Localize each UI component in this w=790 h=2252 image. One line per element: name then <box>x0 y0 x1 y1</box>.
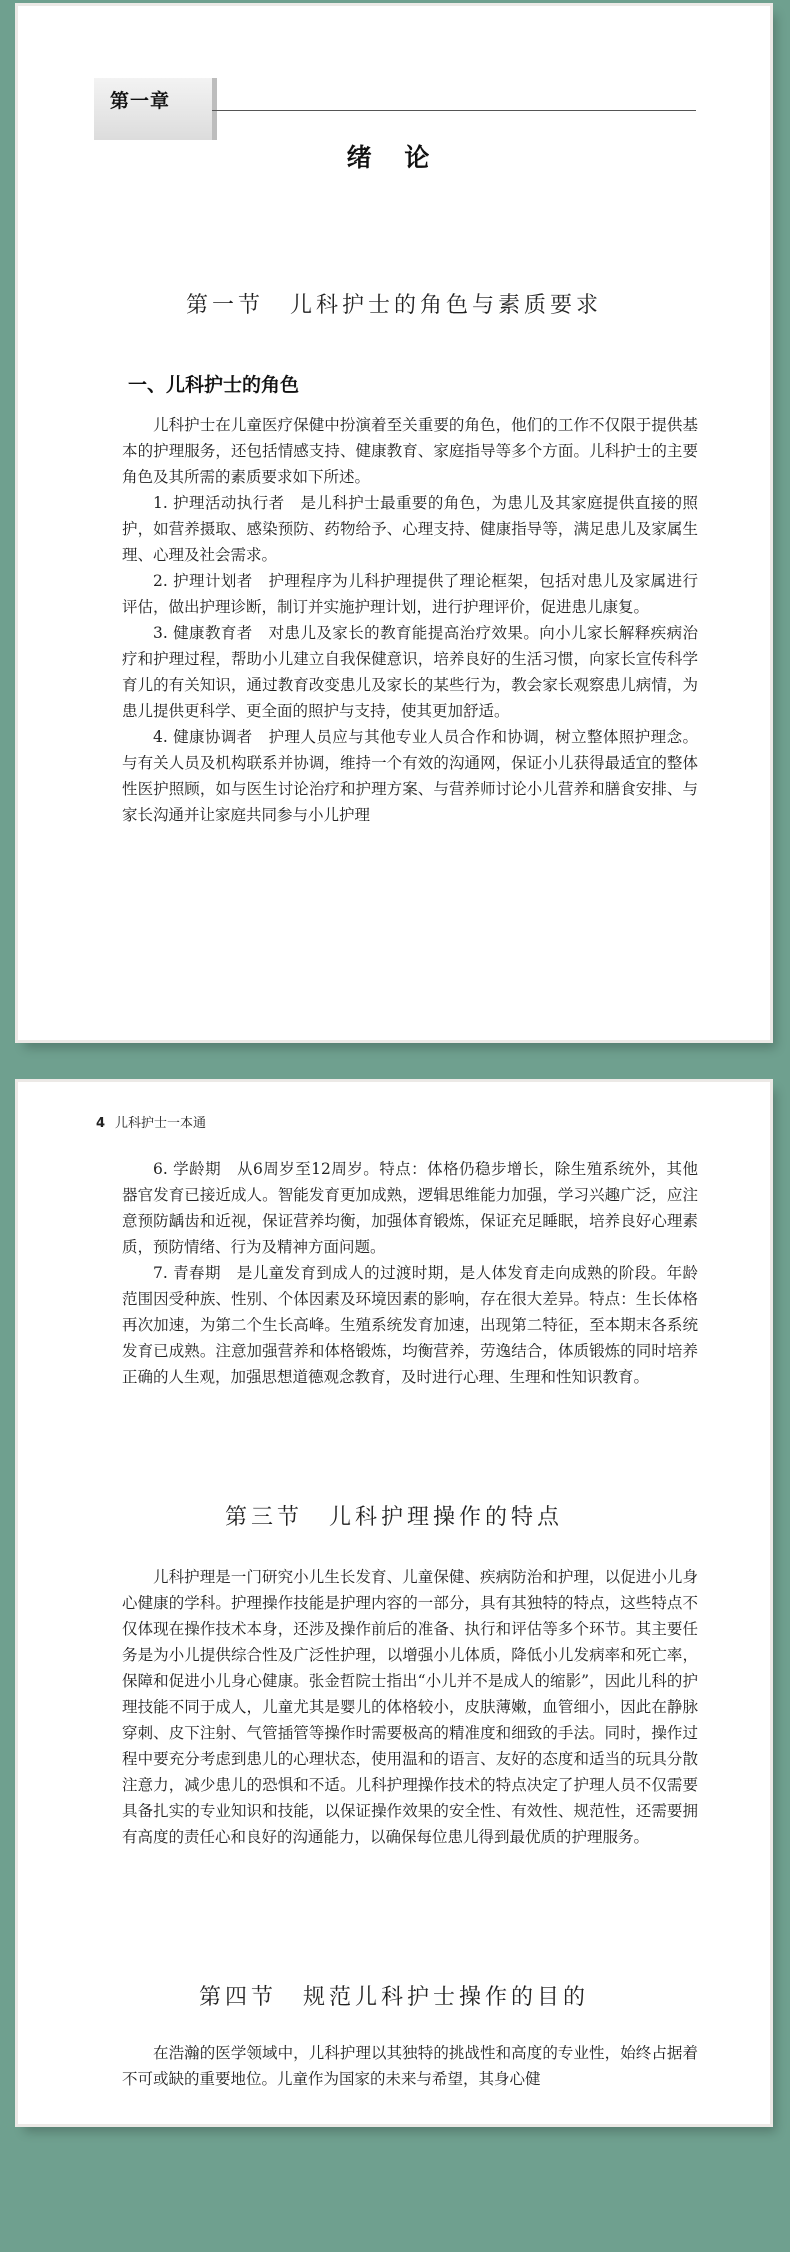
body-text <box>122 412 698 828</box>
chapter-label: 第一章 <box>110 90 171 112</box>
sub-heading: 一、儿科护士的角色 <box>128 374 300 396</box>
paragraph: 3. 健康教育者 对患儿及家长的教育能提高治疗效果。向小儿家长解释疾病治疗和护理过程，帮助小儿建立自我保健意识，培养良好的生活习惯，向家长宣传科学育儿的有关知识，通过教育改变患儿及家长的某些行为，教会家长观察患儿病情，为患儿提供更科学、更全面的照护与支持，使其更加舒适。 <box>122 624 698 720</box>
paragraph: 6. 学龄期 从6周岁至12周岁。特点：体格仍稳步增长，除生殖系统外，其他器官发育已接近成人。智能发育更加成熟，逻辑思维能力加强，学习兴趣广泛，应注意预防龋齿和近视，保证营养均衡，加强体育锻炼，保证充足睡眠，培养良好心理素质，预防情绪、行为及精神方面问题。 <box>122 1160 698 1256</box>
paragraph: 在浩瀚的医学领域中，儿科护理以其独特的挑战性和高度的专业性，始终占据着不可或缺的重要地位。儿童作为国家的未来与希望，其身心健 <box>122 2044 698 2088</box>
chapter-title: 绪 论 <box>346 143 442 172</box>
paragraph: 1. 护理活动执行者 是儿科护士最重要的角色，为患儿及其家庭提供直接的照护，如营养摄取、感染预防、药物给予、心理支持、健康指导等，满足患儿及家属生理、心理及社会需求。 <box>122 494 698 564</box>
paragraph: 4. 健康协调者 护理人员应与其他专业人员合作和协调，树立整体照护理念。与有关人员及机构联系并协调，维持一个有效的沟通网，保证小儿获得最适宜的整体性医护照顾，如与医生讨论治疗和护理方案、与营养师讨论小儿营养和膳食安排、与家长沟通并让家庭共同参与小儿护理 <box>122 728 698 824</box>
body-text <box>122 1156 698 1390</box>
running-title: 儿科护士一本通 <box>115 1116 207 1131</box>
chapter-rule <box>212 110 696 111</box>
section-title: 第三节 儿科护理操作的特点 <box>224 1505 563 1530</box>
paragraph: 儿科护士在儿童医疗保健中扮演着至关重要的角色，他们的工作不仅限于提供基本的护理服务，还包括情感支持、健康教育、家庭指导等多个方面。儿科护士的主要角色及其所需的素质要求如下所述。 <box>122 416 698 486</box>
body-text <box>122 2040 698 2092</box>
section-title: 第一节 儿科护士的角色与素质要求 <box>185 293 602 318</box>
book-page-1 <box>18 6 770 1040</box>
paragraph: 儿科护理是一门研究小儿生长发育、儿童保健、疾病防治和护理，以促进小儿身心健康的学科。护理操作技能是护理内容的一部分，具有其独特的特点，这些特点不仅体现在操作技术本身，还涉及操作前后的准备、执行和评估等多个环节。其主要任务是为小儿提供综合性及广泛性护理，以增强小儿体质，降低小儿发病率和死亡率，保障和促进小儿身心健康。张金哲院士指出“小儿并不是成人的缩影”，因此儿科的护理技能不同于成人，儿童尤其是婴儿的体格较小，皮肤薄嫩，血管细小，因此在静脉穿刺、皮下注射、气管插管等操作时需要极高的精准度和细致的手法。同时，操作过程中要充分考虑到患儿的心理状态，使用温和的语言、友好的态度和适当的玩具分散注意力，减少患儿的恐惧和不适。儿科护理操作技术的特点决定了护理人员不仅需要具备扎实的专业知识和技能，以保证操作效果的安全性、有效性、规范性，还需要拥有高度的责任心和良好的沟通能力，以确保每位患儿得到最优质的护理服务。 <box>122 1568 698 1846</box>
paragraph: 2. 护理计划者 护理程序为儿科护理提供了理论框架，包括对患儿及家属进行评估，做出护理诊断，制订并实施护理计划，进行护理评价，促进患儿康复。 <box>122 572 698 616</box>
page-number: 4 <box>96 1116 106 1131</box>
book-page-2 <box>18 1082 770 2124</box>
section-title: 第四节 规范儿科护士操作的目的 <box>198 1985 589 2010</box>
body-text <box>122 1564 698 1850</box>
paragraph: 7. 青春期 是儿童发育到成人的过渡时期，是人体发育走向成熟的阶段。年龄范围因受种族、性别、个体因素及环境因素的影响，存在很大差异。特点：生长体格再次加速，为第二个生长高峰。生殖系统发育加速，出现第二特征，至本期末各系统发育已成熟。注意加强营养和体格锻炼，均衡营养，劳逸结合，体质锻炼的同时培养正确的人生观，加强思想道德观念教育，及时进行心理、生理和性知识教育。 <box>122 1264 698 1386</box>
running-head <box>96 1112 206 1131</box>
